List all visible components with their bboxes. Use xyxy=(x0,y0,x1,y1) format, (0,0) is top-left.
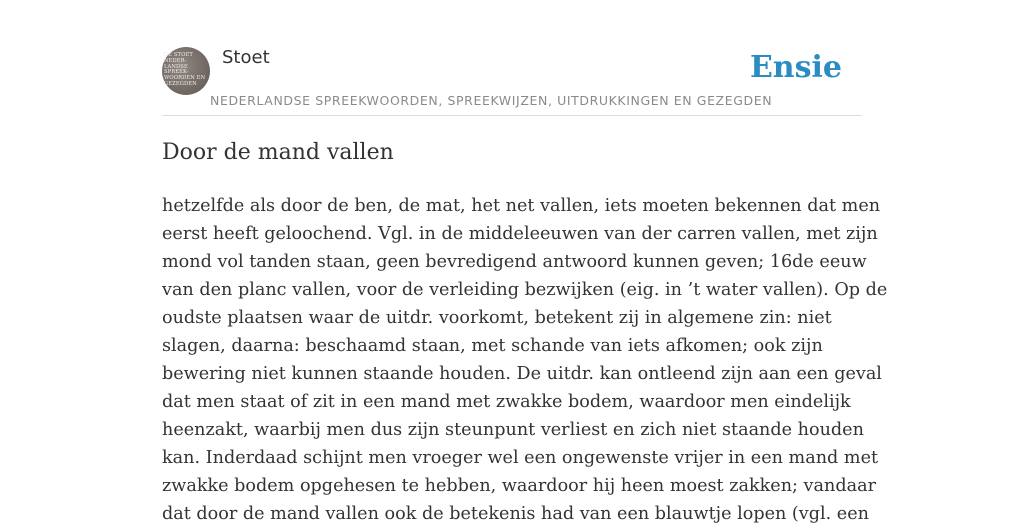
source-subtitle: NEDERLANDSE SPREEKWOORDEN, SPREEKWIJZEN, UITDRUKKINGEN EN GEZEGDEN xyxy=(210,93,773,108)
article-line: heenzakt, waarbij men dus zijn steunpunt verliest en zich niet staande houden xyxy=(162,420,864,440)
article-line: van den planc vallen, voor de verleiding bezwijken (eig. in ’t water vallen). Op de xyxy=(162,280,888,300)
article-line: kan. Inderdaad schijnt men vroeger wel een ongewenste vrijer in een mand met xyxy=(162,448,879,468)
article-line: dat door de mand vallen ook de betekenis had van een blauwtje lopen (vgl. een xyxy=(162,504,869,524)
article-line: hetzelfde als door de ben, de mat, het net vallen, iets moeten bekennen dat men xyxy=(162,196,881,216)
article-line: dat men staat of zit in een mand met zwakke bodem, waardoor men eindelijk xyxy=(162,392,851,412)
article-line: zwakke bodem opgehesen te hebben, waardoor hij heen moest zakken; vandaar xyxy=(162,476,876,496)
article-line: bewering niet kunnen staande houden. De uitdr. kan ontleend zijn aan een geval xyxy=(162,364,882,384)
header xyxy=(162,40,862,116)
ensie-logo[interactable]: Ensie xyxy=(749,50,842,85)
article-line: mond vol tanden staan, geen bevredigend antwoord kunnen geven; 16de eeuw xyxy=(162,252,867,272)
author-name[interactable]: Stoet xyxy=(222,47,270,68)
avatar[interactable] xyxy=(162,47,210,95)
article-line: oudste plaatsen waar de uitdr. voorkomt, betekent zij in algemene zin: niet xyxy=(162,308,832,328)
page-title: Door de mand vallen xyxy=(162,140,394,165)
article-body xyxy=(162,192,888,528)
header-divider xyxy=(162,115,862,116)
article-line: slagen, daarna: beschaamd staan, met schande van iets afkomen; ook zijn xyxy=(162,336,823,356)
avatar-book-cover-text: DE STOET NEDER- LANDSE SPREEK- WOORDEN EN GEZEGDEN xyxy=(164,52,206,87)
article-line: eerst heeft geloochend. Vgl. in de middeleeuwen van der carren vallen, met zijn xyxy=(162,224,878,244)
